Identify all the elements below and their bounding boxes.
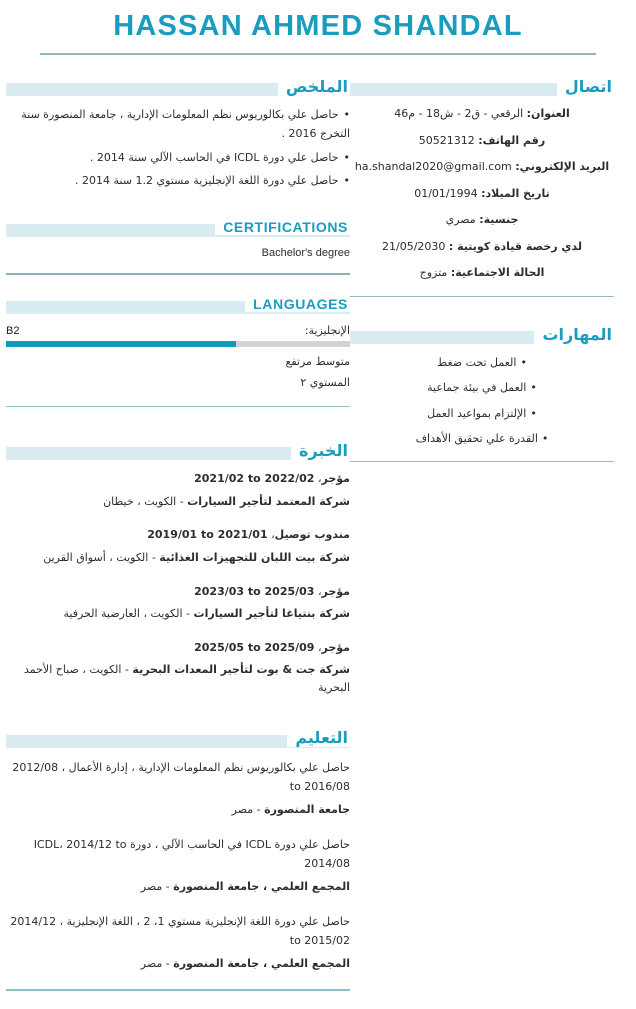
- language-description: المستوي ٢: [300, 376, 350, 390]
- section-certifications: [6, 216, 350, 275]
- education-location: - مصر: [140, 957, 170, 971]
- certification-item: Bachelor's degree: [261, 247, 350, 260]
- experience-heading-label: الخبرة: [291, 441, 350, 460]
- spacer: [6, 425, 350, 439]
- section-summary: [6, 75, 350, 191]
- experience-dates: 2019/01 to 2021/01: [147, 528, 268, 542]
- skill-text: القدرة علي تحقيق الأهداف: [415, 431, 538, 445]
- contact-value[interactable]: 50521312: [418, 133, 475, 147]
- experience-role: مؤجر: [321, 584, 350, 598]
- experience-entry-header: [6, 470, 350, 488]
- education-school-line: [6, 955, 350, 973]
- bullet-icon: •: [530, 381, 537, 395]
- spacer: [350, 315, 614, 323]
- contact-field-phone: [350, 133, 614, 150]
- education-location: - مصر: [231, 803, 261, 817]
- experience-entry: [6, 470, 350, 510]
- language-proficiency-fill: [6, 341, 236, 347]
- experience-entry: [6, 526, 350, 566]
- contact-field-email: [350, 159, 614, 176]
- experience-location: - الكويت ، خيطان: [103, 494, 184, 508]
- list-item: [350, 379, 614, 396]
- resume-header: [0, 0, 636, 55]
- section-divider: [350, 461, 614, 463]
- experience-organization: شركة المعتمد لتأجير السيارات: [187, 494, 350, 508]
- experience-organization: شركة بيت اللبان للتجهيزات الغذائية: [159, 551, 350, 565]
- language-level-code: B2: [6, 324, 20, 337]
- separator: ،: [314, 584, 322, 598]
- experience-organization: شركة جت & بوت لتأجير المعدات البحرية: [132, 663, 350, 677]
- separator: ،: [267, 528, 275, 542]
- education-entry: [6, 758, 350, 819]
- list-item: [6, 149, 350, 168]
- experience-location: - الكويت ، صباح الأحمد البحرية: [23, 663, 350, 695]
- certifications-heading: [6, 216, 350, 238]
- separator: ،: [314, 640, 322, 654]
- spacer: [6, 713, 350, 727]
- education-school: المجمع العلمي ، جامعة المنصورة: [173, 957, 350, 971]
- experience-role: مؤجر: [321, 640, 350, 654]
- contact-value: 01/01/1994: [414, 186, 478, 200]
- skills-list: [350, 354, 614, 446]
- education-description: حاصل علي دورة اللغة الإنجليزية مستوي 1، 2 ، اللغة الإنجليزية ، 2014/12 to 2015/02: [10, 914, 350, 948]
- contact-field-address: [350, 106, 614, 123]
- experience-dates: 2023/03 to 2025/03: [194, 584, 315, 598]
- contact-label: رقم الهاتف:: [478, 133, 546, 147]
- contact-value: مصري: [445, 213, 476, 227]
- contact-heading-label: اتصال: [557, 77, 614, 96]
- skills-heading-label: المهارات: [534, 325, 614, 344]
- education-location: - مصر: [140, 880, 170, 894]
- contact-label: العنوان:: [526, 107, 570, 121]
- language-description: متوسط مرتفع: [285, 354, 350, 368]
- experience-entry-header: [6, 639, 350, 657]
- bullet-icon: •: [541, 431, 549, 445]
- list-item: [350, 430, 614, 447]
- contact-label: الحالة الاجتماعية:: [450, 266, 545, 280]
- experience-heading: [6, 439, 350, 461]
- section-divider: [6, 273, 350, 275]
- section-languages: [6, 293, 350, 408]
- experience-entry: [6, 583, 350, 623]
- experience-organization: شركة بنتياغا لتأجير السيارات: [193, 607, 350, 621]
- summary-heading: [6, 75, 350, 97]
- list-item: [6, 172, 350, 191]
- section-divider: [6, 406, 350, 408]
- resume-body: [0, 55, 636, 1008]
- experience-dates: 2025/05 to 2025/09: [194, 640, 315, 654]
- list-item: [6, 106, 350, 143]
- education-school-line: [6, 801, 350, 819]
- summary-bullet-text: حاصل علي دورة اللغة الإنجليزية مستوي 1.2 سنة 2014 .: [75, 174, 339, 188]
- main-column: [0, 75, 350, 1008]
- language-proficiency-bar: [6, 341, 350, 347]
- bullet-icon: •: [530, 406, 537, 420]
- skill-text: العمل في بيئة جماعية: [427, 381, 527, 395]
- summary-bullet-text: حاصل علي دورة ICDL في الحاسب الآلي سنة 2014 .: [89, 150, 339, 164]
- experience-entry-org: [6, 605, 350, 623]
- section-divider: [350, 296, 614, 298]
- education-heading: [6, 727, 350, 749]
- education-entry: [6, 912, 350, 973]
- contact-value: 21/05/2030: [382, 239, 446, 253]
- languages-heading-label: LANGUAGES: [245, 296, 350, 312]
- bullet-icon: •: [343, 174, 350, 188]
- separator: ،: [314, 472, 322, 486]
- education-school: المجمع العلمي ، جامعة المنصورة: [173, 880, 350, 894]
- section-contact: [350, 75, 614, 297]
- section-experience: [6, 439, 350, 696]
- side-column: [350, 75, 620, 480]
- contact-field-nationality: [350, 212, 614, 229]
- skills-heading: [350, 323, 614, 345]
- contact-field-marital-status: [350, 265, 614, 282]
- education-description: حاصل علي بكالوريوس نظم المعلومات الإدارية ، إدارة الأعمال ، 2012/08 to 2016/08: [12, 760, 350, 793]
- skill-text: العمل تحت ضغط: [437, 356, 517, 370]
- summary-bullet-text: حاصل علي بكالوريوس نظم المعلومات الإدارية ، جامعة المنصورة سنة التخرج 2016 .: [21, 108, 350, 141]
- education-entry: [6, 835, 350, 896]
- contact-value: متزوج: [419, 266, 448, 280]
- education-description: حاصل علي دورة ICDL في الحاسب الآلي ، دورة ICDL، 2014/12 to 2014/08: [33, 837, 350, 870]
- contact-label: لدي رخصة قيادة كويتية :: [448, 239, 582, 253]
- skill-text: الإلتزام بمواعيد العمل: [427, 406, 527, 420]
- experience-role: مؤجر: [321, 472, 350, 486]
- experience-location: - الكويت ، العارضية الحرفية: [63, 607, 191, 621]
- page-title: HASSAN AHMED SHANDAL: [113, 10, 523, 42]
- summary-bullet-list: [6, 106, 350, 191]
- experience-entry: [6, 639, 350, 697]
- experience-role: مندوب توصيل: [274, 528, 350, 542]
- experience-entry-header: [6, 526, 350, 544]
- contact-value[interactable]: ha.shandal2020@gmail.com: [354, 160, 512, 174]
- section-divider: [6, 989, 350, 991]
- contact-label: جنسية:: [479, 213, 519, 227]
- experience-entry-org: [6, 549, 350, 567]
- contact-label: تاريخ الميلاد:: [481, 186, 550, 200]
- language-row: [6, 324, 350, 337]
- list-item: [350, 405, 614, 422]
- experience-entry-header: [6, 583, 350, 601]
- languages-heading: [6, 293, 350, 315]
- experience-dates: 2021/02 to 2022/02: [194, 472, 315, 486]
- experience-entry-org: [6, 493, 350, 511]
- experience-location: - الكويت ، أسواق القرين: [43, 551, 156, 565]
- spacer: [6, 196, 350, 216]
- education-school: جامعة المنصورة: [264, 803, 350, 817]
- list-item: [350, 354, 614, 371]
- bullet-icon: •: [520, 356, 527, 370]
- contact-field-birthdate: [350, 186, 614, 203]
- section-education: [6, 727, 350, 991]
- contact-field-driving-license: [350, 239, 614, 256]
- contact-value: الرقعي - ق2 - ش18 - م46: [394, 107, 524, 121]
- section-skills: [350, 323, 614, 462]
- experience-entry-org: [6, 661, 350, 696]
- contact-label: البريد الإلكتروني:: [515, 160, 610, 174]
- bullet-icon: •: [343, 108, 350, 122]
- language-name: الإنجليزية:: [304, 323, 350, 337]
- education-heading-label: التعليم: [287, 728, 350, 747]
- education-school-line: [6, 878, 350, 896]
- bullet-icon: •: [343, 150, 350, 164]
- summary-heading-label: الملخص: [278, 77, 350, 96]
- certifications-heading-label: CERTIFICATIONS: [215, 219, 350, 235]
- contact-heading: [350, 75, 614, 97]
